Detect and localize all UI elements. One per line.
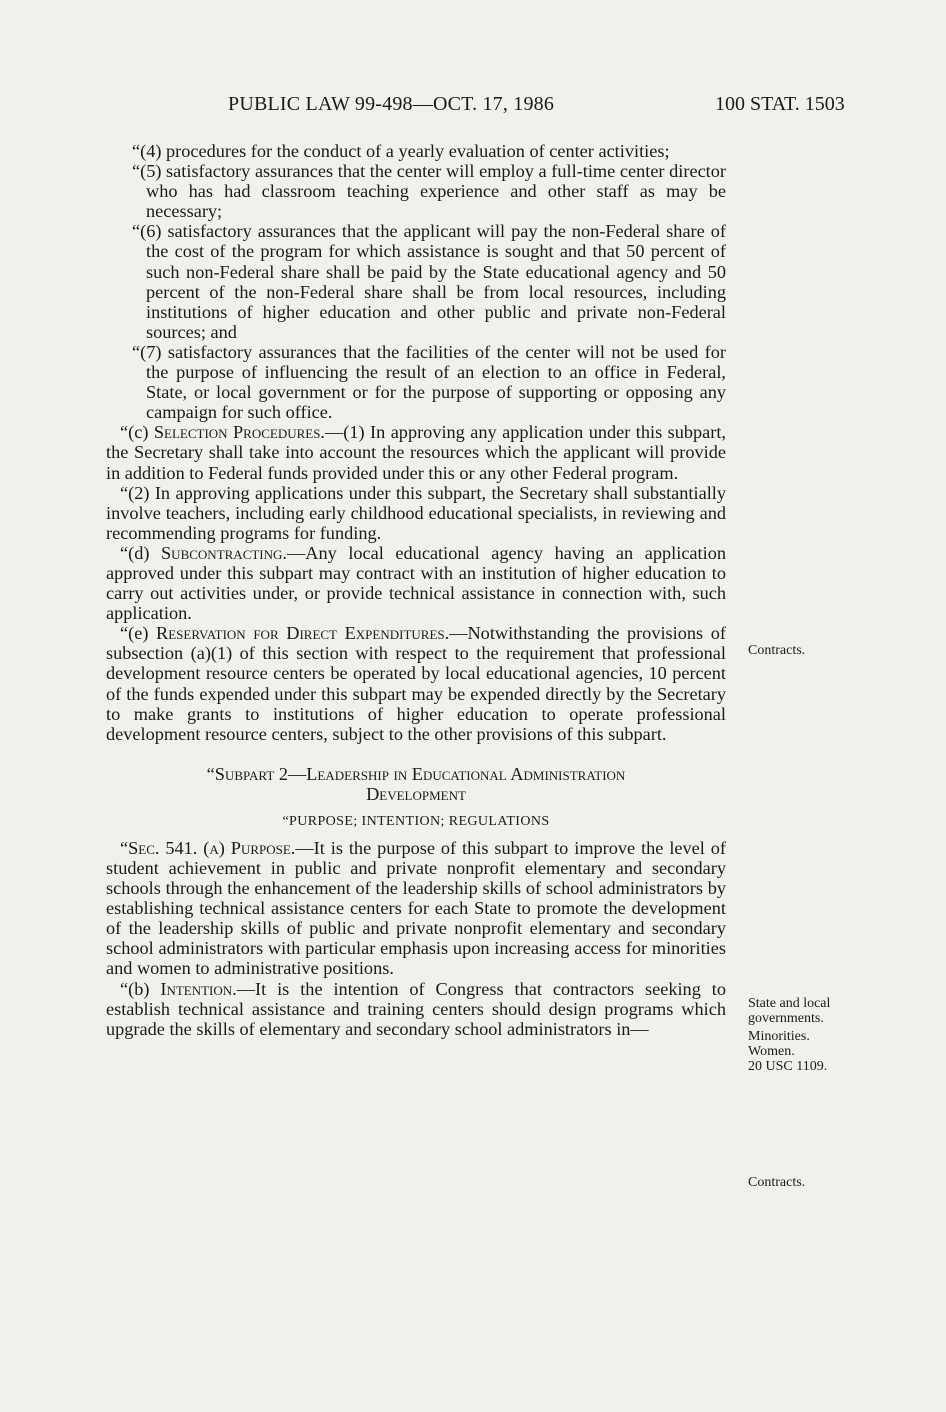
subsection-e-heading: Reservation for Direct Expenditures. — [156, 623, 450, 644]
section-541-a-heading: Purpose. — [230, 837, 296, 858]
margin-note-contracts-2: Contracts. — [748, 1175, 806, 1190]
section-541-b: “(b) Intention.—It is the intention of Congress that contractors seeking to establish technical assistance and training centers should design programs which upgrade the skills of elementary and secondary school administrators in— — [106, 978, 726, 1039]
margin-note-contracts: Contracts. — [748, 643, 806, 658]
paragraph-6: “(6) satisfactory assurances that the applicant will pay the non-Federal share of the cost of the program for which assistance is sought and that 50 percent of such non-Federal share shall be paid by the State educational agency and 50 percent of the non-Federal share shall be from local resources, including institutions of higher education and other public and private non-Federal sources; and — [132, 221, 726, 342]
subsection-c-2: “(2) In approving applications under this subpart, the Secretary shall substantially involve teachers, including early childhood educational specialists, in reviewing and recommending programs for funding. — [106, 482, 726, 543]
subsection-d-heading: Subcontracting. — [161, 542, 287, 563]
paragraph-4: “(4) procedures for the conduct of a yearly evaluation of center activities; — [132, 141, 670, 161]
page-header-stat-ref: 100 STAT. 1503 — [715, 93, 845, 115]
margin-note-usc: 20 USC 1109. — [748, 1059, 828, 1074]
section-heading: “PURPOSE; INTENTION; REGULATIONS — [282, 813, 550, 829]
margin-note-minorities: Minorities. — [748, 1029, 810, 1044]
margin-note-state-local: State and local governments. — [748, 996, 831, 1026]
paragraph-7: “(7) satisfactory assurances that the facilities of the center will not be used for the purpose of influencing the result of an election to an office in Federal, State, or local government or for the purpose of supporting or opposing any campaign for such office. — [132, 341, 726, 423]
subpart-heading-line2: Development — [366, 783, 466, 804]
page-header-title: PUBLIC LAW 99-498—OCT. 17, 1986 — [228, 93, 555, 115]
subsection-d: “(d) Subcontracting.—Any local educational agency having an application approved under this subpart may contract with an institution of higher education to carry out activities under, or provide technical assistance in connection with, such application. — [106, 542, 726, 624]
subsection-c: “(c) Selection Procedures.—(1) In approving any application under this subpart, the Secretary shall take into account the resources which the applicant will provide in addition to Federal funds provided under this or any other Federal program. — [106, 422, 727, 483]
subsection-e: “(e) Reservation for Direct Expenditures.—Notwithstanding the provisions of subsection (a)(1) of this section with respect to the requirement that professional development resource centers be operated by local educational agencies, 10 percent of the funds expended under this subpart may be expended directly by the Secretary to make grants to institutions of higher education to operate professional development resource centers, subject to the other provisions of this subpart. — [106, 623, 726, 744]
subsection-c-heading: Selection Procedures. — [153, 422, 326, 443]
section-541-b-heading: Intention. — [160, 978, 237, 999]
body-text — [106, 141, 726, 1039]
section-541-a: “Sec. 541. (a) Purpose.—It is the purpose of this subpart to improve the level of student achievement in public and private nonprofit elementary and secondary schools through the enhancement of the leadership skills of school administrators by establishing technical assistance centers for each State to promote the development of the leadership skills of public and private nonprofit elementary and secondary school administrators with particular emphasis upon increasing access for minorities and women to administrative positions. — [106, 837, 726, 979]
margin-note-women: Women. — [748, 1044, 795, 1059]
paragraph-5: “(5) satisfactory assurances that the center will employ a full-time center director who has had classroom teaching experience and other staff as may be necessary; — [132, 161, 726, 222]
subpart-heading-line1: “Subpart 2—Leadership in Educational Administration — [206, 763, 626, 784]
